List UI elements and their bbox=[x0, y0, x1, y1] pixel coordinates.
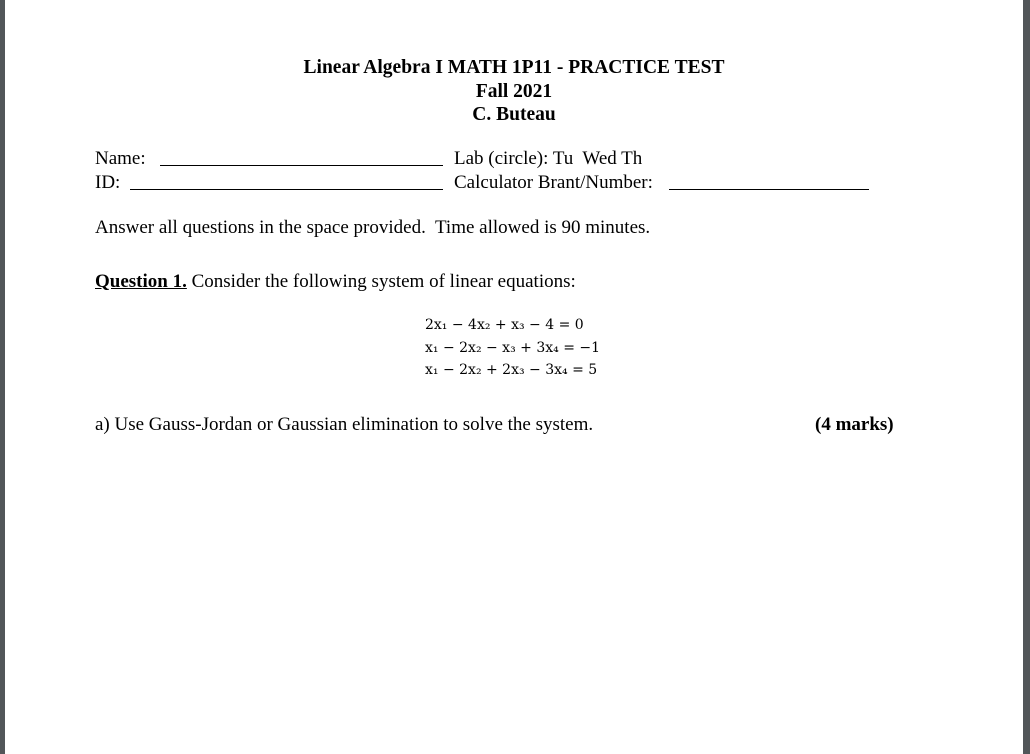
id-field[interactable] bbox=[130, 189, 443, 190]
test-term: Fall 2021 bbox=[475, 80, 553, 102]
part-a-text: a) Use Gauss-Jordan or Gaussian elimination to solve the system. bbox=[95, 414, 594, 435]
name-field[interactable] bbox=[160, 165, 443, 166]
calculator-field[interactable] bbox=[669, 189, 869, 190]
lab-options[interactable]: Tu Wed Th bbox=[552, 148, 643, 169]
lab-field bbox=[454, 148, 642, 170]
id-label: ID: bbox=[95, 172, 121, 193]
question-1 bbox=[95, 271, 576, 293]
test-header bbox=[5, 56, 1023, 127]
test-instructor: C. Buteau bbox=[472, 104, 556, 125]
equation-3: x₁ − 2x₂ + 2x₃ − 3x₄ = 5 bbox=[425, 362, 598, 378]
lab-label: Lab (circle): bbox=[454, 148, 549, 169]
calculator-label: Calculator Brant/Number: bbox=[454, 172, 653, 193]
equation-1: 2x₁ − 4x₂ + x₃ − 4 = 0 bbox=[425, 317, 584, 333]
name-label: Name: bbox=[95, 148, 146, 169]
document-page bbox=[5, 0, 1023, 754]
equation-2: x₁ − 2x₂ − x₃ + 3x₄ = −1 bbox=[425, 340, 601, 356]
part-a-marks: (4 marks) bbox=[815, 414, 894, 435]
question-1-text: Consider the following system of linear equations: bbox=[191, 271, 576, 292]
question-1-label: Question 1. bbox=[95, 271, 187, 292]
test-title: Linear Algebra I MATH 1P11 - PRACTICE TEST bbox=[303, 57, 725, 78]
instructions: Answer all questions in the space provided. Time allowed is 90 minutes. bbox=[95, 217, 651, 238]
